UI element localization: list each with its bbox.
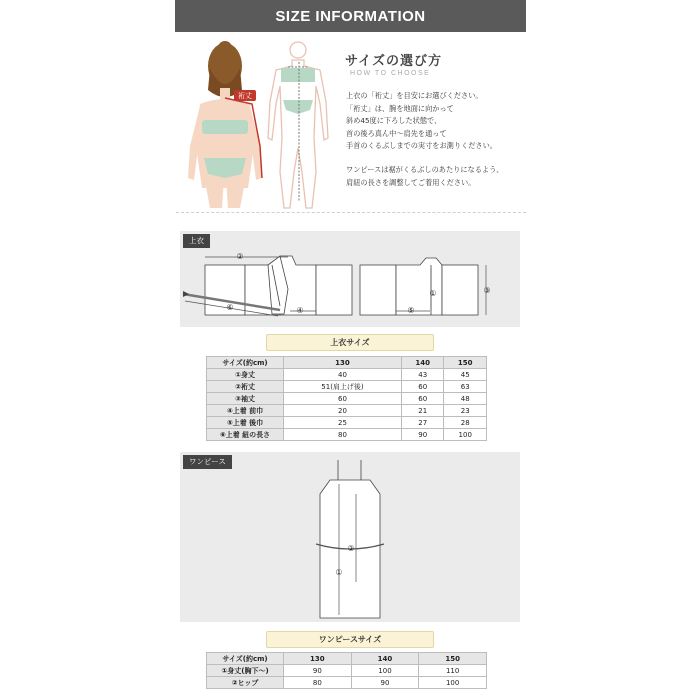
front-figure xyxy=(268,42,328,208)
row-label: ②ヒップ xyxy=(207,677,284,689)
table-cell: 40 xyxy=(284,369,402,381)
choose-line-3: 斜め45度に下ろした状態で、 xyxy=(346,116,442,125)
top-size-banner: 上衣サイズ xyxy=(266,334,434,351)
table-row xyxy=(207,429,487,441)
table-cell: 100 xyxy=(444,429,487,441)
table-row xyxy=(207,381,487,393)
table-row xyxy=(207,393,487,405)
row-label: ②裄丈 xyxy=(207,381,284,393)
table-cell: 90 xyxy=(284,665,352,677)
table-cell: 100 xyxy=(419,677,487,689)
table-row xyxy=(207,677,487,689)
back-figure xyxy=(188,41,262,208)
dress-size-table xyxy=(206,652,487,689)
choose-line-5: 手首のくるぶしまでの実寸をお測りください。 xyxy=(346,141,497,150)
choose-title: サイズの選び方 xyxy=(345,54,442,69)
dress-marker-1: ① xyxy=(335,568,343,577)
table-cell: 45 xyxy=(444,369,487,381)
top-garment-tag: 上衣 xyxy=(183,234,210,248)
row-label: ⑥上着 紐の長さ xyxy=(207,429,284,441)
table-cell: 90 xyxy=(351,677,419,689)
top-size-table xyxy=(206,356,487,441)
table-header-cell: サイズ(約cm) xyxy=(207,357,284,369)
table-header-cell: 130 xyxy=(284,653,352,665)
table-cell: 80 xyxy=(284,677,352,689)
table-cell: 60 xyxy=(401,393,444,405)
marker-1: ① xyxy=(429,289,437,298)
row-label: ⑤上着 後巾 xyxy=(207,417,284,429)
table-row xyxy=(207,405,487,417)
choose-line-6: ワンピースは裾がくるぶしのあたりになるよう、 xyxy=(346,165,504,174)
row-label: ④上着 前巾 xyxy=(207,405,284,417)
table-cell: 43 xyxy=(401,369,444,381)
top-garment-diagram xyxy=(180,244,520,326)
table-row xyxy=(207,665,487,677)
table-cell: 63 xyxy=(444,381,487,393)
table-header-row xyxy=(207,357,487,369)
marker-4: ④ xyxy=(296,306,304,315)
table-header-cell: 140 xyxy=(351,653,419,665)
marker-6: ⑥ xyxy=(226,303,234,312)
row-label: ①身丈 xyxy=(207,369,284,381)
section-divider xyxy=(176,212,526,213)
table-header-cell: 140 xyxy=(401,357,444,369)
table-cell: 28 xyxy=(444,417,487,429)
table-cell: 51(肩上げ後) xyxy=(284,381,402,393)
choose-line-2: 「裄丈」は、腕を地面に向かって xyxy=(346,103,454,113)
choose-line-1: 上衣の「裄丈」を目安にお選びください。 xyxy=(346,91,483,100)
table-cell: 90 xyxy=(401,429,444,441)
table-row xyxy=(207,369,487,381)
table-cell: 60 xyxy=(401,381,444,393)
table-row xyxy=(207,417,487,429)
table-cell: 27 xyxy=(401,417,444,429)
table-header-cell: 150 xyxy=(444,357,487,369)
table-cell: 60 xyxy=(284,393,402,405)
table-header-cell: 150 xyxy=(419,653,487,665)
row-label: ①身丈(胸下～) xyxy=(207,665,284,677)
table-header-cell: 130 xyxy=(284,357,402,369)
section-header xyxy=(175,0,526,32)
table-header-cell: サイズ(約cm) xyxy=(207,653,284,665)
table-cell: 20 xyxy=(284,405,402,417)
front-bottom-garment xyxy=(283,100,313,114)
marker-5: ⑤ xyxy=(407,306,415,315)
choose-line-7: 肩紐の長さを調整してご着用ください。 xyxy=(346,177,476,187)
table-cell: 100 xyxy=(351,665,419,677)
dress-tag: ワンピース xyxy=(183,455,232,469)
marker-2: ② xyxy=(236,252,244,261)
table-header-row xyxy=(207,653,487,665)
table-cell: 110 xyxy=(419,665,487,677)
front-top-garment xyxy=(281,68,315,82)
header-title: SIZE INFORMATION xyxy=(275,7,426,25)
yuki-label-text: 裄丈 xyxy=(238,92,252,100)
table-cell: 23 xyxy=(444,405,487,417)
marker-3: ③ xyxy=(483,286,491,295)
dress-marker-2: ② xyxy=(347,544,355,553)
body-figures-illustration xyxy=(180,38,340,210)
dress-diagram xyxy=(300,458,400,620)
table-cell: 80 xyxy=(284,429,402,441)
choose-subtitle: HOW TO CHOOSE xyxy=(350,70,431,77)
row-label: ③袖丈 xyxy=(207,393,284,405)
table-cell: 25 xyxy=(284,417,402,429)
table-cell: 21 xyxy=(401,405,444,417)
dress-size-banner: ワンピースサイズ xyxy=(266,631,434,648)
choose-line-4: 首の後ろ真ん中～肩先を通って xyxy=(346,128,447,138)
table-cell: 48 xyxy=(444,393,487,405)
